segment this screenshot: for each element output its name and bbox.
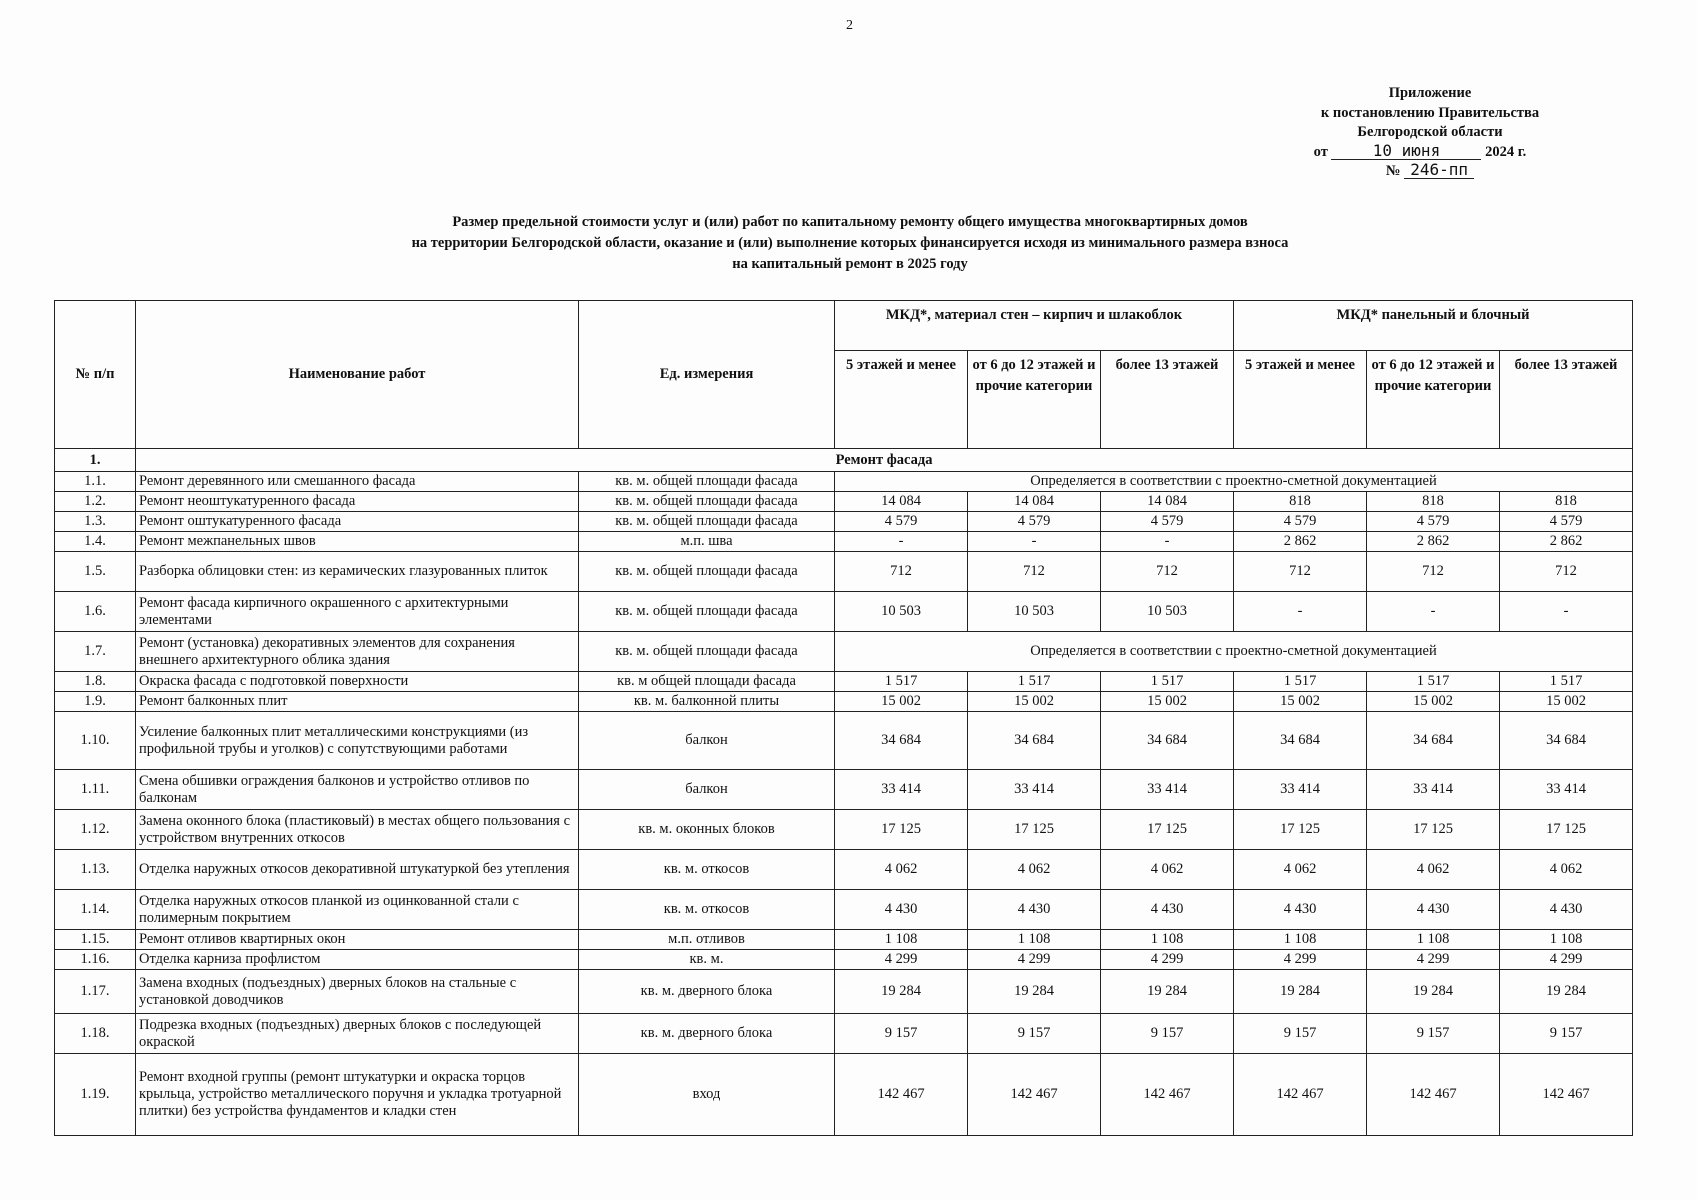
row-number: 1.19. — [55, 1054, 136, 1136]
row-number: 1.18. — [55, 1014, 136, 1054]
cost-panel-13-floors: 9 157 — [1500, 1014, 1633, 1054]
cost-panel-13-floors: 34 684 — [1500, 712, 1633, 770]
cost-brick-6-12-floors: 14 084 — [968, 492, 1101, 512]
cost-brick-6-12-floors: 19 284 — [968, 970, 1101, 1014]
row-number: 1.8. — [55, 672, 136, 692]
unit-of-measure: кв. м. общей площади фасада — [579, 632, 835, 672]
cost-brick-13-floors: 17 125 — [1101, 810, 1234, 850]
cost-panel-5-floors: 1 108 — [1234, 930, 1367, 950]
work-name: Ремонт оштукатуренного фасада — [136, 512, 579, 532]
unit-of-measure: кв. м. откосов — [579, 850, 835, 890]
work-name: Ремонт (установка) декоративных элементов для сохранения внешнего архитектурного облика здания — [136, 632, 579, 672]
table-row — [55, 692, 1633, 712]
cost-brick-6-12-floors: 4 579 — [968, 512, 1101, 532]
work-name: Ремонт деревянного или смешанного фасада — [136, 472, 579, 492]
work-name: Ремонт фасада кирпичного окрашенного с архитектурными элементами — [136, 592, 579, 632]
work-name: Ремонт неоштукатуренного фасада — [136, 492, 579, 512]
cost-brick-5-floors: 1 108 — [835, 930, 968, 950]
cost-panel-5-floors: 17 125 — [1234, 810, 1367, 850]
appendix-number-line — [1300, 162, 1560, 182]
cost-brick-5-floors: 19 284 — [835, 970, 968, 1014]
work-name: Смена обшивки ограждения балконов и устройство отливов по балконам — [136, 770, 579, 810]
section-num: 1. — [55, 449, 136, 472]
table-row — [55, 770, 1633, 810]
cost-panel-13-floors: 17 125 — [1500, 810, 1633, 850]
cost-brick-6-12-floors: 10 503 — [968, 592, 1101, 632]
cost-panel-6-12-floors: 19 284 — [1367, 970, 1500, 1014]
work-name: Ремонт межпанельных швов — [136, 532, 579, 552]
title-line-2: на территории Белгородской области, оказание и (или) выполнение которых финансируется исходя из минимального размера взноса — [411, 235, 1289, 251]
table-row — [55, 890, 1633, 930]
work-name: Замена входных (подъездных) дверных блоков на стальные с установкой доводчиков — [136, 970, 579, 1014]
table-row — [55, 810, 1633, 850]
unit-of-measure: кв. м. общей площади фасада — [579, 592, 835, 632]
cost-brick-6-12-floors: 4 299 — [968, 950, 1101, 970]
unit-of-measure: кв. м. дверного блока — [579, 1014, 835, 1054]
row-number: 1.12. — [55, 810, 136, 850]
appendix-line-3: Белгородской области — [1357, 124, 1503, 140]
cost-brick-6-12-floors: 34 684 — [968, 712, 1101, 770]
cost-panel-5-floors: 4 062 — [1234, 850, 1367, 890]
table-row — [55, 632, 1633, 672]
page-number: 2 — [846, 18, 853, 33]
cost-brick-6-12-floors: 9 157 — [968, 1014, 1101, 1054]
document-title — [300, 212, 1400, 275]
cost-panel-13-floors: 1 517 — [1500, 672, 1633, 692]
row-number: 1.3. — [55, 512, 136, 532]
cost-brick-5-floors: 4 062 — [835, 850, 968, 890]
title-line-1: Размер предельной стоимости услуг и (или) работ по капитальному ремонту общего имущества многоквартирных домов — [452, 214, 1248, 230]
table-row — [55, 1054, 1633, 1136]
section-row — [55, 449, 1633, 472]
cost-panel-5-floors: 34 684 — [1234, 712, 1367, 770]
cost-panel-13-floors: - — [1500, 592, 1633, 632]
cost-panel-6-12-floors: 4 579 — [1367, 512, 1500, 532]
header-group-brick: МКД*, материал стен – кирпич и шлакоблок — [835, 301, 1234, 351]
cost-brick-13-floors: 1 517 — [1101, 672, 1234, 692]
header-sub-13-floors: более 13 этажей — [1500, 351, 1633, 449]
cost-panel-5-floors: 19 284 — [1234, 970, 1367, 1014]
table-row — [55, 1014, 1633, 1054]
cost-panel-13-floors: 142 467 — [1500, 1054, 1633, 1136]
header-unit: Ед. измерения — [579, 301, 835, 449]
header-group-panel: МКД* панельный и блочный — [1234, 301, 1633, 351]
cost-brick-13-floors: 14 084 — [1101, 492, 1234, 512]
header-sub-5-floors: 5 этажей и менее — [835, 351, 968, 449]
cost-panel-5-floors: 4 430 — [1234, 890, 1367, 930]
work-name: Ремонт входной группы (ремонт штукатурки и окраска торцов крыльца, устройство металлического поручня и укладка тротуарной плитки) без устройства фундаментов и кладки стен — [136, 1054, 579, 1136]
design-estimate-note: Определяется в соответствии с проектно-сметной документацией — [835, 632, 1633, 672]
work-name: Подрезка входных (подъездных) дверных блоков с последующей окраской — [136, 1014, 579, 1054]
table-row — [55, 472, 1633, 492]
row-number: 1.13. — [55, 850, 136, 890]
cost-panel-13-floors: 2 862 — [1500, 532, 1633, 552]
unit-of-measure: м.п. шва — [579, 532, 835, 552]
work-name: Ремонт отливов квартирных окон — [136, 930, 579, 950]
cost-brick-13-floors: 34 684 — [1101, 712, 1234, 770]
cost-panel-5-floors: 33 414 — [1234, 770, 1367, 810]
cost-brick-13-floors: 4 062 — [1101, 850, 1234, 890]
row-number: 1.1. — [55, 472, 136, 492]
cost-panel-6-12-floors: 9 157 — [1367, 1014, 1500, 1054]
row-number: 1.4. — [55, 532, 136, 552]
date-prefix: от — [1313, 143, 1328, 160]
appendix-line-1: Приложение — [1388, 85, 1472, 101]
table-row — [55, 552, 1633, 592]
cost-brick-13-floors: 33 414 — [1101, 770, 1234, 810]
header-num: № п/п — [55, 301, 136, 449]
cost-brick-5-floors: 14 084 — [835, 492, 968, 512]
row-number: 1.14. — [55, 890, 136, 930]
cost-panel-6-12-floors: 1 108 — [1367, 930, 1500, 950]
unit-of-measure: балкон — [579, 770, 835, 810]
unit-of-measure: кв. м. — [579, 950, 835, 970]
header-sub-6-12-floors: от 6 до 12 этажей и прочие категории — [968, 351, 1101, 449]
cost-panel-13-floors: 4 062 — [1500, 850, 1633, 890]
cost-brick-5-floors: 4 299 — [835, 950, 968, 970]
unit-of-measure: м.п. отливов — [579, 930, 835, 950]
unit-of-measure: кв. м. балконной плиты — [579, 692, 835, 712]
cost-panel-13-floors: 4 430 — [1500, 890, 1633, 930]
cost-brick-5-floors: 33 414 — [835, 770, 968, 810]
date-value: 10 июня — [1331, 143, 1481, 160]
unit-of-measure: вход — [579, 1054, 835, 1136]
cost-panel-13-floors: 818 — [1500, 492, 1633, 512]
table-row — [55, 532, 1633, 552]
cost-table — [54, 300, 1633, 1136]
cost-panel-6-12-floors: 2 862 — [1367, 532, 1500, 552]
table-row — [55, 850, 1633, 890]
cost-brick-5-floors: 4 430 — [835, 890, 968, 930]
unit-of-measure: кв. м. общей площади фасада — [579, 552, 835, 592]
unit-of-measure: кв. м. общей площади фасада — [579, 512, 835, 532]
header-name: Наименование работ — [136, 301, 579, 449]
table-row — [55, 512, 1633, 532]
cost-panel-6-12-floors: 4 299 — [1367, 950, 1500, 970]
cost-brick-6-12-floors: 33 414 — [968, 770, 1101, 810]
cost-brick-13-floors: 15 002 — [1101, 692, 1234, 712]
cost-brick-13-floors: 712 — [1101, 552, 1234, 592]
cost-panel-6-12-floors: 34 684 — [1367, 712, 1500, 770]
table-row — [55, 950, 1633, 970]
cost-panel-6-12-floors: 4 430 — [1367, 890, 1500, 930]
header-sub-13-floors: более 13 этажей — [1101, 351, 1234, 449]
cost-panel-13-floors: 33 414 — [1500, 770, 1633, 810]
table-row — [55, 970, 1633, 1014]
unit-of-measure: кв. м. общей площади фасада — [579, 492, 835, 512]
row-number: 1.15. — [55, 930, 136, 950]
cost-brick-13-floors: - — [1101, 532, 1234, 552]
cost-panel-13-floors: 15 002 — [1500, 692, 1633, 712]
work-name: Отделка карниза профлистом — [136, 950, 579, 970]
cost-panel-13-floors: 4 299 — [1500, 950, 1633, 970]
cost-panel-5-floors: 4 579 — [1234, 512, 1367, 532]
cost-panel-5-floors: 4 299 — [1234, 950, 1367, 970]
unit-of-measure: балкон — [579, 712, 835, 770]
cost-brick-6-12-floors: 712 — [968, 552, 1101, 592]
cost-panel-5-floors: 142 467 — [1234, 1054, 1367, 1136]
title-line-3: на капитальный ремонт в 2025 году — [732, 256, 968, 272]
cost-panel-13-floors: 4 579 — [1500, 512, 1633, 532]
unit-of-measure: кв. м. оконных блоков — [579, 810, 835, 850]
cost-panel-6-12-floors: 17 125 — [1367, 810, 1500, 850]
cost-brick-5-floors: 15 002 — [835, 692, 968, 712]
row-number: 1.5. — [55, 552, 136, 592]
cost-panel-5-floors: 1 517 — [1234, 672, 1367, 692]
cost-brick-13-floors: 4 579 — [1101, 512, 1234, 532]
row-number: 1.11. — [55, 770, 136, 810]
work-name: Ремонт балконных плит — [136, 692, 579, 712]
work-name: Замена оконного блока (пластиковый) в местах общего пользования с устройством внутренних откосов — [136, 810, 579, 850]
table-row — [55, 712, 1633, 770]
cost-panel-5-floors: 15 002 — [1234, 692, 1367, 712]
work-name: Разборка облицовки стен: из керамических глазурованных плиток — [136, 552, 579, 592]
unit-of-measure: кв. м. дверного блока — [579, 970, 835, 1014]
row-number: 1.10. — [55, 712, 136, 770]
cost-panel-5-floors: 2 862 — [1234, 532, 1367, 552]
date-suffix: 2024 г. — [1485, 143, 1527, 160]
cost-brick-5-floors: 17 125 — [835, 810, 968, 850]
cost-brick-13-floors: 4 430 — [1101, 890, 1234, 930]
work-name: Отделка наружных откосов декоративной штукатуркой без утепления — [136, 850, 579, 890]
cost-panel-5-floors: 712 — [1234, 552, 1367, 592]
cost-brick-6-12-floors: 1 108 — [968, 930, 1101, 950]
unit-of-measure: кв. м. откосов — [579, 890, 835, 930]
cost-brick-6-12-floors: 142 467 — [968, 1054, 1101, 1136]
work-name: Усиление балконных плит металлическими конструкциями (из профильной трубы и уголков) с сопутствующими работами — [136, 712, 579, 770]
cost-panel-5-floors: - — [1234, 592, 1367, 632]
row-number: 1.16. — [55, 950, 136, 970]
cost-panel-6-12-floors: 1 517 — [1367, 672, 1500, 692]
cost-brick-5-floors: 4 579 — [835, 512, 968, 532]
header-sub-6-12-floors: от 6 до 12 этажей и прочие категории — [1367, 351, 1500, 449]
row-number: 1.7. — [55, 632, 136, 672]
cost-panel-6-12-floors: 15 002 — [1367, 692, 1500, 712]
cost-brick-5-floors: 34 684 — [835, 712, 968, 770]
cost-panel-6-12-floors: 33 414 — [1367, 770, 1500, 810]
cost-panel-6-12-floors: 712 — [1367, 552, 1500, 592]
cost-brick-5-floors: 9 157 — [835, 1014, 968, 1054]
cost-panel-6-12-floors: 818 — [1367, 492, 1500, 512]
cost-brick-13-floors: 19 284 — [1101, 970, 1234, 1014]
table-row — [55, 930, 1633, 950]
cost-brick-5-floors: 712 — [835, 552, 968, 592]
cost-brick-13-floors: 4 299 — [1101, 950, 1234, 970]
cost-panel-6-12-floors: 142 467 — [1367, 1054, 1500, 1136]
cost-panel-13-floors: 1 108 — [1500, 930, 1633, 950]
appendix-line-2: к постановлению Правительства — [1320, 104, 1540, 121]
row-number: 1.2. — [55, 492, 136, 512]
appendix-block — [1300, 84, 1560, 182]
table-row — [55, 672, 1633, 692]
work-name: Отделка наружных откосов планкой из оцинкованной стали с полимерным покрытием — [136, 890, 579, 930]
number-value: 246-пп — [1404, 162, 1474, 179]
section-title: Ремонт фасада — [136, 449, 1633, 472]
cost-brick-5-floors: - — [835, 532, 968, 552]
cost-brick-6-12-floors: - — [968, 532, 1101, 552]
cost-panel-6-12-floors: 4 062 — [1367, 850, 1500, 890]
cost-brick-13-floors: 9 157 — [1101, 1014, 1234, 1054]
cost-panel-5-floors: 9 157 — [1234, 1014, 1367, 1054]
cost-brick-5-floors: 142 467 — [835, 1054, 968, 1136]
cost-brick-6-12-floors: 15 002 — [968, 692, 1101, 712]
table-row — [55, 592, 1633, 632]
cost-brick-13-floors: 1 108 — [1101, 930, 1234, 950]
cost-panel-13-floors: 19 284 — [1500, 970, 1633, 1014]
number-prefix: № — [1385, 163, 1401, 179]
cost-brick-5-floors: 1 517 — [835, 672, 968, 692]
cost-brick-6-12-floors: 4 430 — [968, 890, 1101, 930]
header-sub-5-floors: 5 этажей и менее — [1234, 351, 1367, 449]
cost-panel-5-floors: 818 — [1234, 492, 1367, 512]
unit-of-measure: кв. м. общей площади фасада — [579, 472, 835, 492]
cost-panel-13-floors: 712 — [1500, 552, 1633, 592]
design-estimate-note: Определяется в соответствии с проектно-сметной документацией — [835, 472, 1633, 492]
cost-brick-6-12-floors: 4 062 — [968, 850, 1101, 890]
row-number: 1.17. — [55, 970, 136, 1014]
cost-panel-6-12-floors: - — [1367, 592, 1500, 632]
cost-brick-5-floors: 10 503 — [835, 592, 968, 632]
cost-brick-6-12-floors: 17 125 — [968, 810, 1101, 850]
row-number: 1.6. — [55, 592, 136, 632]
cost-brick-13-floors: 142 467 — [1101, 1054, 1234, 1136]
unit-of-measure: кв. м общей площади фасада — [579, 672, 835, 692]
row-number: 1.9. — [55, 692, 136, 712]
work-name: Окраска фасада с подготовкой поверхности — [136, 672, 579, 692]
table-row — [55, 492, 1633, 512]
cost-brick-13-floors: 10 503 — [1101, 592, 1234, 632]
cost-brick-6-12-floors: 1 517 — [968, 672, 1101, 692]
